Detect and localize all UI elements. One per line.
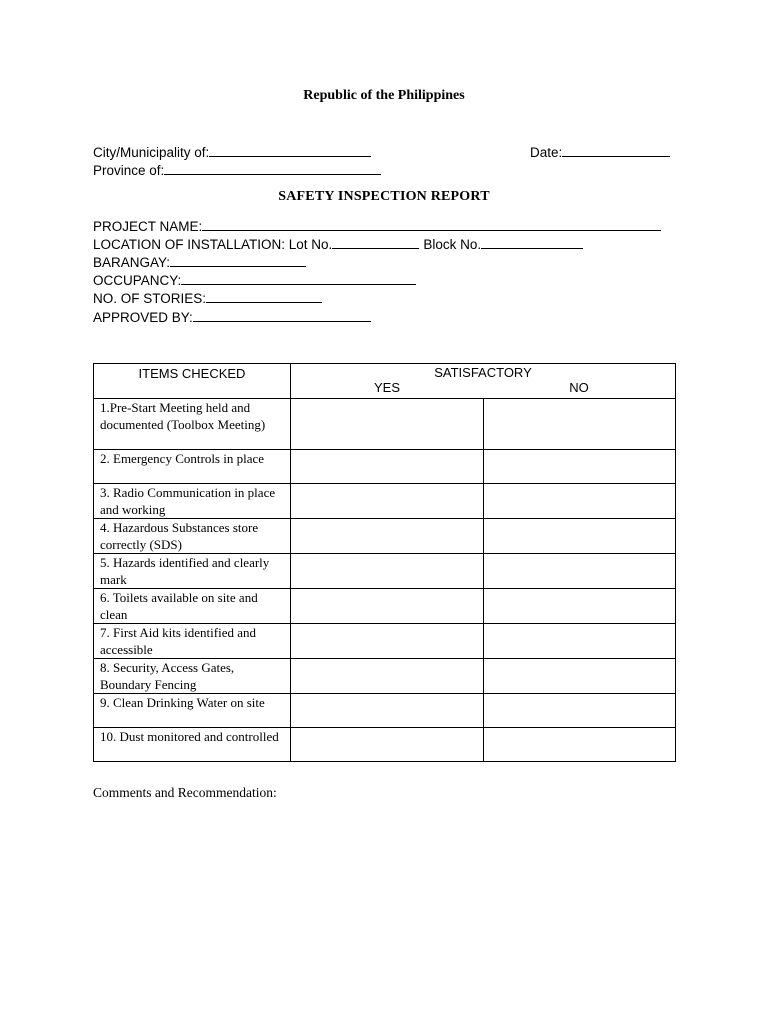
table-row [94,624,676,659]
table-row [94,519,676,554]
date-blank[interactable] [562,144,670,157]
yes-header: YES [373,380,400,395]
occupancy-line [93,272,416,288]
table-row [94,589,676,624]
item-checked-cell: 1.Pre-Start Meeting held and documented (Toolbox Meeting) [94,399,291,450]
location-label: LOCATION OF INSTALLATION: Lot No. [93,237,333,252]
no-checkbox-cell[interactable] [484,624,676,659]
item-checked-cell: 7. First Aid kits identified and accessible [94,624,291,659]
table-row [94,728,676,762]
stories-line [93,290,322,306]
yes-checkbox-cell[interactable] [291,519,484,554]
project-name-line [93,218,661,234]
barangay-blank[interactable] [170,254,306,267]
yes-checkbox-cell[interactable] [291,450,484,484]
no-checkbox-cell[interactable] [484,519,676,554]
item-checked-cell: 10. Dust monitored and controlled [94,728,291,762]
table-row [94,484,676,519]
item-checked-cell: 9. Clean Drinking Water on site [94,694,291,728]
table-header-row [94,364,676,399]
satisfactory-header: SATISFACTORY [434,365,532,380]
republic-heading: Republic of the Philippines [303,88,465,103]
city-municipality-line [93,144,371,160]
item-checked-cell: 6. Toilets available on site and clean [94,589,291,624]
table-row [94,694,676,728]
no-checkbox-cell[interactable] [484,728,676,762]
satisfactory-header-cell [291,364,676,399]
barangay-line [93,254,306,270]
approved-by-blank[interactable] [193,309,371,322]
city-municipality-blank[interactable] [209,144,371,157]
block-no-label: Block No. [423,237,482,252]
province-line [93,162,381,178]
item-checked-cell: 5. Hazards identified and clearly mark [94,554,291,589]
no-header: NO [569,380,589,395]
no-checkbox-cell[interactable] [484,589,676,624]
occupancy-label: OCCUPANCY: [93,273,182,288]
project-name-label: PROJECT NAME: [93,219,203,234]
stories-blank[interactable] [206,290,322,303]
yes-checkbox-cell[interactable] [291,659,484,694]
no-checkbox-cell[interactable] [484,484,676,519]
lot-no-blank[interactable] [332,236,419,249]
item-checked-cell: 8. Security, Access Gates, Boundary Fencing [94,659,291,694]
date-line [530,144,670,160]
table-row [94,450,676,484]
no-checkbox-cell[interactable] [484,694,676,728]
no-checkbox-cell[interactable] [484,554,676,589]
no-checkbox-cell[interactable] [484,659,676,694]
yes-checkbox-cell[interactable] [291,728,484,762]
project-name-blank[interactable] [202,218,661,231]
block-no-blank[interactable] [481,236,583,249]
no-checkbox-cell[interactable] [484,450,676,484]
date-label: Date: [530,145,563,160]
item-checked-cell: 4. Hazardous Substances store correctly (SDS) [94,519,291,554]
approved-by-label: APPROVED BY: [93,310,193,325]
yes-checkbox-cell[interactable] [291,554,484,589]
yes-checkbox-cell[interactable] [291,589,484,624]
yes-checkbox-cell[interactable] [291,624,484,659]
item-checked-cell: 2. Emergency Controls in place [94,450,291,484]
table-row [94,659,676,694]
province-blank[interactable] [164,162,381,175]
location-line [93,236,583,252]
item-checked-cell: 3. Radio Communication in place and working [94,484,291,519]
items-checked-header: ITEMS CHECKED [94,364,291,399]
occupancy-blank[interactable] [181,272,416,285]
report-title: SAFETY INSPECTION REPORT [278,189,490,204]
yes-checkbox-cell[interactable] [291,484,484,519]
inspection-checklist-table [93,363,676,762]
approved-by-line [93,309,371,325]
table-row [94,554,676,589]
province-label: Province of: [93,163,165,178]
no-checkbox-cell[interactable] [484,399,676,450]
barangay-label: BARANGAY: [93,255,171,270]
comments-label: Comments and Recommendation: [93,785,277,800]
city-municipality-label: City/Municipality of: [93,145,210,160]
yes-checkbox-cell[interactable] [291,694,484,728]
table-row [94,399,676,450]
yes-checkbox-cell[interactable] [291,399,484,450]
stories-label: NO. OF STORIES: [93,291,207,306]
